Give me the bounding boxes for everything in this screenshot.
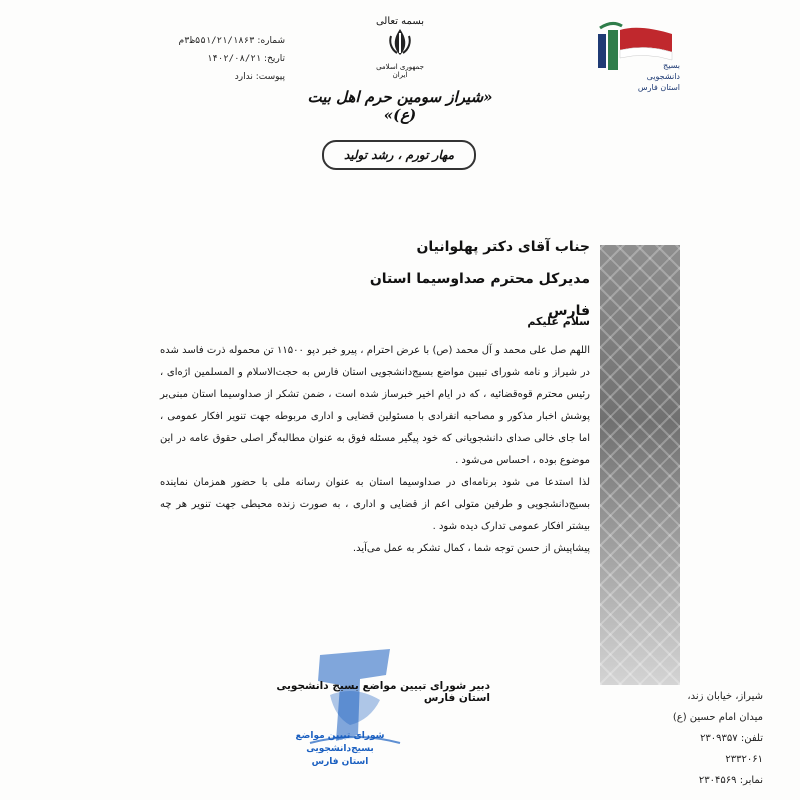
logo-line-2: دانشجویی — [646, 72, 680, 81]
iran-emblem-icon — [385, 27, 415, 57]
decorative-pattern — [600, 245, 680, 685]
ref-number: ۵۵۱/۲۱/۱۸۶۳ظ۳م — [178, 36, 255, 46]
reference-block — [150, 32, 285, 86]
emblem-caption: جمهوری اسلامی ایران — [376, 63, 424, 79]
addressee-name: جناب آقای دکتر پهلوانیان — [416, 239, 590, 255]
logo-caption — [610, 60, 680, 93]
slogan-year: مهار تورم ، رشد تولید — [322, 140, 476, 170]
address-line-2: میدان امام حسین (ع) — [672, 712, 763, 723]
phone-2: ۲۳۳۲۰۶۱ — [725, 754, 763, 765]
addressee-title: مدیرکل محترم صداوسیما استان فارس — [369, 271, 590, 319]
phone-1: ۲۳۰۹۳۵۷ — [700, 733, 738, 744]
phone-label: تلفن: — [740, 733, 763, 744]
stamp-line-2: بسیج‌دانشجویی استان فارس — [306, 744, 374, 767]
letter-body — [160, 340, 590, 560]
paragraph-1: اللهم صل علی محمد و آل محمد (ص) با عرض احترام ، پیرو خبر دپو ۱۱۵۰۰ تن محموله ذرت فاسد شده در شیراز و نامه شورای تبیین مواضع بسیج‌دانشجویی استان فارس به حجت‌الاسلام و المسلمین اژه‌ای ، رئیس محترم قوه‌قضائیه ، که در ایام اخیر خبرساز شده است ، ضمن تشکر از صداوسیما استان مبنی‌بر پوشش اخبار مذکور و مصاحبه انفرادی با مسئولین قضایی و اداری مربوطه جهت تنویر افکار عمومی ، اما جای خالی صدای دانشجویانی که خود پیگیر مسئله فوق به عنوان مطالبه‌گر اصلی حقوق عامه در این موضوع بوده ، احساس می‌شود . — [160, 345, 590, 466]
logo-line-3: استان فارس — [637, 83, 680, 92]
addressee — [340, 231, 590, 327]
stamp-text — [295, 730, 385, 769]
greeting: سلام علیکم — [527, 315, 590, 328]
signature-title: دبیر شورای تبیین مواضع بسیج دانشجویی استان فارس — [276, 680, 490, 704]
attachment-label: پیوست: — [255, 72, 285, 82]
stamp-line-1: شورای تبیین مواضع — [295, 731, 385, 741]
date-value: ۱۴۰۲/۰۸/۲۱ — [206, 54, 262, 64]
address-line-1: شیراز، خیابان زند، — [687, 691, 763, 702]
fax-label: نمابر: — [739, 775, 763, 786]
paragraph-3: پیشاپیش از حسن توجه شما ، کمال تشکر به عمل می‌آید. — [352, 543, 590, 554]
slogan-main: «شیراز سومین حرم اهل بیت (ع)» — [307, 88, 493, 124]
bismillah: بسمه تعالی — [375, 16, 425, 27]
contact-address — [638, 686, 763, 791]
logo-line-1: بسیج — [663, 61, 680, 70]
ref-number-label: شماره: — [257, 36, 285, 46]
state-emblem — [370, 16, 430, 79]
paragraph-2: لذا استدعا می شود برنامه‌ای در صداوسیما استان به عنوان رسانه ملی با حضور همزمان نماینده بسیج‌دانشجویی و طرفین متولی اعم از قضایی و اداری ، به صورت زنده محیطی جهت تنویر هر چه بیشتر افکار عمومی تدارک دیده شود . — [160, 477, 590, 532]
attachment-value: ندارد — [234, 72, 253, 82]
fax-number: ۲۳۰۴۵۶۹ — [698, 775, 737, 786]
date-label: تاریخ: — [264, 54, 285, 64]
